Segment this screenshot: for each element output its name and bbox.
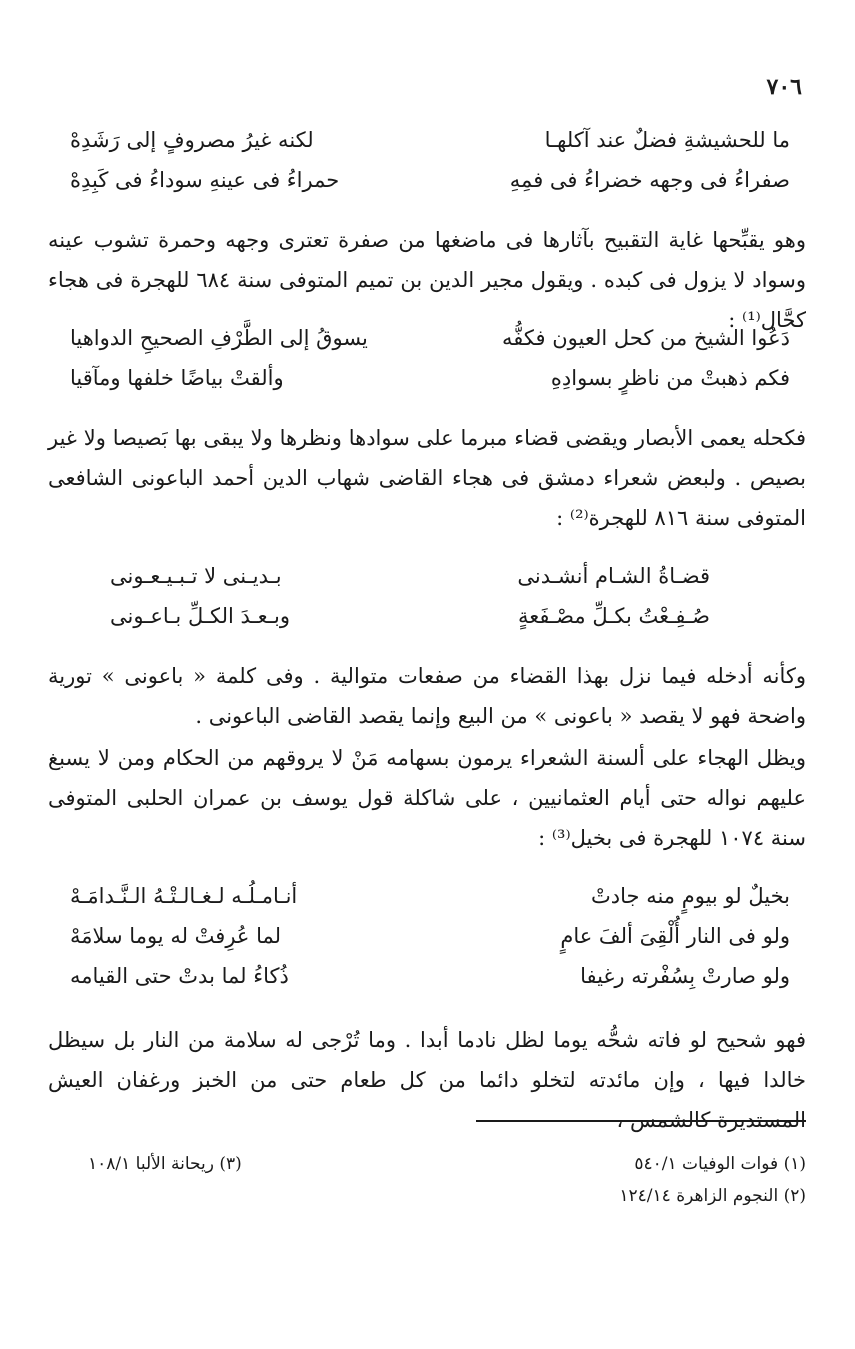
hemistich-second: أنـامـلُـه لـغـالـتْـهُ الـنَّـدامَـهْ [70,884,298,908]
paragraph-1: وهو يقبِّحها غاية التقبيح بآثارها فى ماضغها من صفرة تعترى وجهه وحمرة تشوب عينه وسواد لا يزول فى كبده . ويقول مجير الدين بن تميم المتوفى سنة ٦٨٤ للهجرة فى هجاء كحَّال⁽¹⁾ : [48,228,806,332]
footnote-row [48,1148,806,1180]
verse-line [110,556,710,596]
paragraph-5: فهو شحيح لو فاته شحُّه يوما لظل نادما أبدا . وما تُرْجى له سلامة من النار بل سيظل خالدا فيها ، وإن مائدته لتخلو دائما من كل طعام حتى من الخبز ورغفان العيش المستديرة كالشمس ، [48,1028,806,1132]
hemistich-first: صُـفِـعْتُ بكـلِّ مصْـفَعةٍ [518,604,710,628]
hemistich-first: بخيلٌ لو بيومٍ منه جادتْ [591,884,790,908]
hemistich-second: لكنه غيرُ مصروفٍ إلى رَشَدِهْ [70,128,314,152]
paragraph-4: ويظل الهجاء على ألسنة الشعراء يرمون بسهامه مَنْ لا يروقهم من الحكام ومن لا يسبغ عليهم نواله حتى أيام العثمانيين ، على شاكلة قول يوسف بن عمران الحلبى المتوفى سنة ١٠٧٤ للهجرة فى بخيل⁽³⁾ : [48,746,807,850]
verse-block-3 [110,556,710,636]
paragraph-3: وكأنه أدخله فيما نزل بهذا القضاء من صفعات متوالية . وفى كلمة « باعونى » تورية واضحة فهو لا يقصد « باعونى » من البيع وإنما يقصد القاضى الباعونى . [48,664,806,728]
verse-block-1 [70,120,790,200]
footnote-1: (١) فوات الوفيات ٥٤٠/١ [634,1154,806,1174]
hemistich-second: يسوقُ إلى الطَّرْفِ الصحيحِ الدواهيا [70,326,368,350]
footnote-row [48,1180,806,1212]
paragraph-2: فكحله يعمى الأبصار ويقضى قضاء مبرما على سوادها ونظرها ولا يبقى بها بَصيصا ولا غير بصيص . ولبعض شعراء دمشق فى هجاء القاضى شهاب الدين أحمد الباعونى الشافعى المتوفى سنة ٨١٦ للهجرة⁽²⁾ : [48,426,806,530]
hemistich-second: لما عُرِفتْ له يوما سلامَهْ [70,924,282,948]
footnote-divider [476,1120,806,1122]
hemistich-second: وبـعـدَ الكـلِّ بـاعـونى [110,604,290,628]
hemistich-first: ما للحشيشةِ فضلٌ عند آكلهـا [544,128,790,152]
footnote-3: (٣) ريحانة الألبا ١٠٨/١ [88,1154,242,1174]
hemistich-first: دَعُوا الشيخ من كحل العيون فكفُّه [502,326,790,350]
verse-line [70,120,790,160]
hemistich-first: قضـاةُ الشـام أنشـدنى [517,564,710,588]
verse-line [70,160,790,200]
verse-line [110,596,710,636]
footnote-2: (٢) النجوم الزاهرة ١٢٤/١٤ [619,1186,806,1206]
page-number: ٧٠٦ [766,74,802,100]
verse-line [70,318,790,358]
hemistich-second: وألقتْ بياضًا خلفها ومآقيا [70,366,284,390]
hemistich-second: بـديـنى لا تـبـيـعـونى [110,564,282,588]
hemistich-first: فكم ذهبتْ من ناظرٍ بسوادِهِ [550,366,790,390]
footnotes [48,1148,806,1212]
hemistich-second: حمراءُ فى عينهِ سوداءُ فى كَبِدِهْ [70,168,340,192]
verse-line [70,358,790,398]
verse-block-4 [70,876,790,996]
hemistich-second: ذُكاءُ لما بدتْ حتى القيامه [70,964,289,988]
verse-block-2 [70,318,790,398]
verse-line [70,916,790,956]
hemistich-first: صفراءُ فى وجهه خضراءُ فى فمِهِ [509,168,790,192]
hemistich-first: ولو صارتْ بِسُفْرته رغيفا [580,964,790,988]
verse-line [70,956,790,996]
verse-line [70,876,790,916]
hemistich-first: ولو فى النار أُلْقِىَ ألفَ عامٍ [560,924,790,948]
